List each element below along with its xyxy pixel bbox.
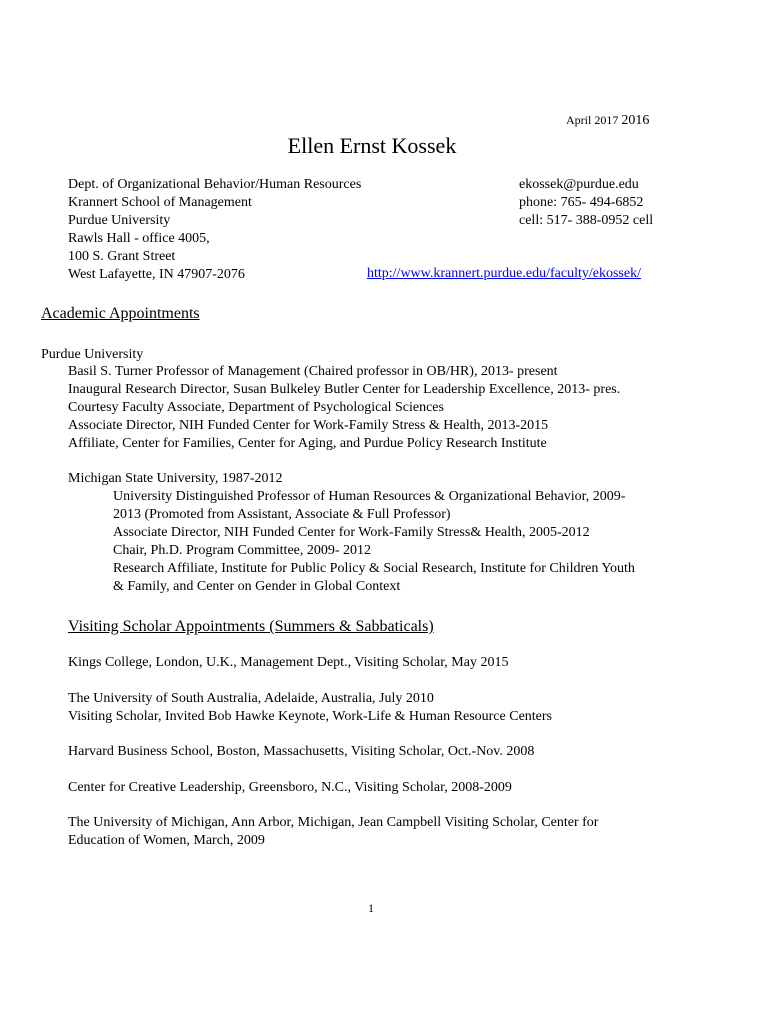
list-item: Affiliate, Center for Families, Center for Aging, and Purdue Policy Research Institute [68, 436, 547, 451]
entry-line: The University of Michigan, Ann Arbor, Michigan, Jean Campbell Visiting Scholar, Center for [68, 815, 599, 830]
list-item: Basil S. Turner Professor of Management (Chaired professor in OB/HR), 2013- present [68, 364, 558, 379]
msu-appointments-list [113, 488, 635, 596]
visiting-entry [68, 654, 598, 672]
section-heading-academic: Academic Appointments [41, 305, 200, 322]
entry-line: Education of Women, March, 2009 [68, 833, 265, 848]
address-line: Dept. of Organizational Behavior/Human Resources [68, 177, 362, 192]
page-number: 1 [368, 901, 374, 915]
visiting-entry [68, 779, 598, 797]
entry-line: Kings College, London, U.K., Management Dept., Visiting Scholar, May 2015 [68, 655, 509, 670]
list-item: Associate Director, NIH Funded Center for Work-Family Stress & Health, 2013-2015 [68, 418, 549, 433]
address-line: Rawls Hall - office 4005, [68, 231, 210, 246]
list-item: Inaugural Research Director, Susan Bulkeley Butler Center for Leadership Excellence, 2013- pres. [68, 382, 621, 397]
contact-block [519, 176, 653, 230]
list-item: Associate Director, NIH Funded Center for Work-Family Stress& Health, 2005-2012 [113, 525, 590, 540]
email-text: ekossek@purdue.edu [519, 177, 639, 192]
date-year: 2016 [621, 113, 650, 128]
visiting-entry [68, 814, 598, 850]
entry-line: Visiting Scholar, Invited Bob Hawke Keynote, Work-Life & Human Resource Centers [68, 708, 552, 724]
entry-line: The University of South Australia, Adelaide, Australia, July 2010 [68, 690, 434, 706]
purdue-university-heading: Purdue University [41, 347, 144, 362]
msu-heading: Michigan State University, 1987-2012 [68, 471, 283, 486]
entry-line: Center for Creative Leadership, Greensboro, N.C., Visiting Scholar, 2008-2009 [68, 779, 512, 795]
faculty-page-link[interactable]: http://www.krannert.purdue.edu/faculty/ekossek/ [367, 266, 641, 281]
purdue-appointments-list [68, 363, 620, 453]
list-item: University Distinguished Professor of Human Resources & Organizational Behavior, 2009- [113, 489, 626, 504]
author-name: Ellen Ernst Kossek [287, 133, 457, 158]
document-date [566, 112, 649, 129]
visiting-entry [68, 690, 598, 726]
address-line: Krannert School of Management [68, 195, 252, 210]
section-heading-visiting: Visiting Scholar Appointments (Summers & Sabbaticals) [68, 618, 434, 635]
address-line: Purdue University [68, 213, 171, 228]
list-item: 2013 (Promoted from Assistant, Associate & Full Professor) [113, 507, 451, 522]
list-item: Research Affiliate, Institute for Public Policy & Social Research, Institute for Children Youth [113, 561, 635, 576]
date-text: April 2017 [566, 113, 619, 127]
cell-text: cell: 517- 388-0952 cell [519, 213, 654, 228]
entry-line: Harvard Business School, Boston, Massachusetts, Visiting Scholar, Oct.-Nov. 2008 [68, 744, 535, 759]
list-item: Chair, Ph.D. Program Committee, 2009- 2012 [113, 543, 372, 558]
list-item: & Family, and Center on Gender in Global Context [113, 579, 401, 594]
address-block [68, 176, 361, 284]
phone-text: phone: 765- 494-6852 [519, 195, 644, 210]
visiting-entries [68, 654, 598, 868]
list-item: Courtesy Faculty Associate, Department of Psychological Sciences [68, 400, 444, 415]
visiting-entry [68, 743, 598, 761]
address-line: 100 S. Grant Street [68, 249, 176, 264]
address-line: West Lafayette, IN 47907-2076 [68, 267, 245, 282]
